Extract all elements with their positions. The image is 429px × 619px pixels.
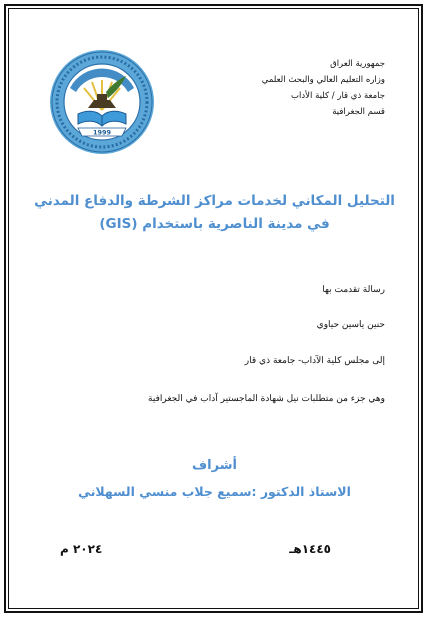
submitted-by-label: رسالة تقدمت بها (322, 285, 385, 295)
country-name: جمهورية العراق (330, 59, 385, 69)
degree-requirement-line: وهي جزء من متطلبات نيل شهادة الماجستير آداب في الجغرافية (148, 394, 385, 404)
gregorian-date: ٢٠٢٤ م (60, 542, 103, 556)
university-college: جامعة ذي قار / كلية الأداب (291, 91, 385, 101)
seal-year: 1999 (92, 128, 112, 137)
council-line: إلى مجلس كلية الآداب- جامعة ذي قار (244, 356, 385, 366)
supervisor-name: الاستاذ الدكتور :سميع جلاب منسي السهلاني (78, 484, 351, 499)
thesis-title-line-1: التحليل المكاني لخدمات مراكز الشرطة والدفاع المدني (34, 193, 395, 209)
thesis-title-line-2: في مدينة الناصرية باستخدام (GIS) (99, 216, 330, 232)
supervision-label: أشراف (192, 458, 237, 473)
hijri-date: ١٤٤٥هـ (289, 542, 331, 556)
institution-header (235, 56, 385, 120)
author-name: حنين ياسين حياوي (316, 320, 385, 330)
university-seal-logo (48, 48, 156, 156)
department-name: قسم الجغرافية (332, 107, 385, 117)
ministry-name: وزاره التعليم العالي والبحث العلمي (261, 75, 385, 85)
